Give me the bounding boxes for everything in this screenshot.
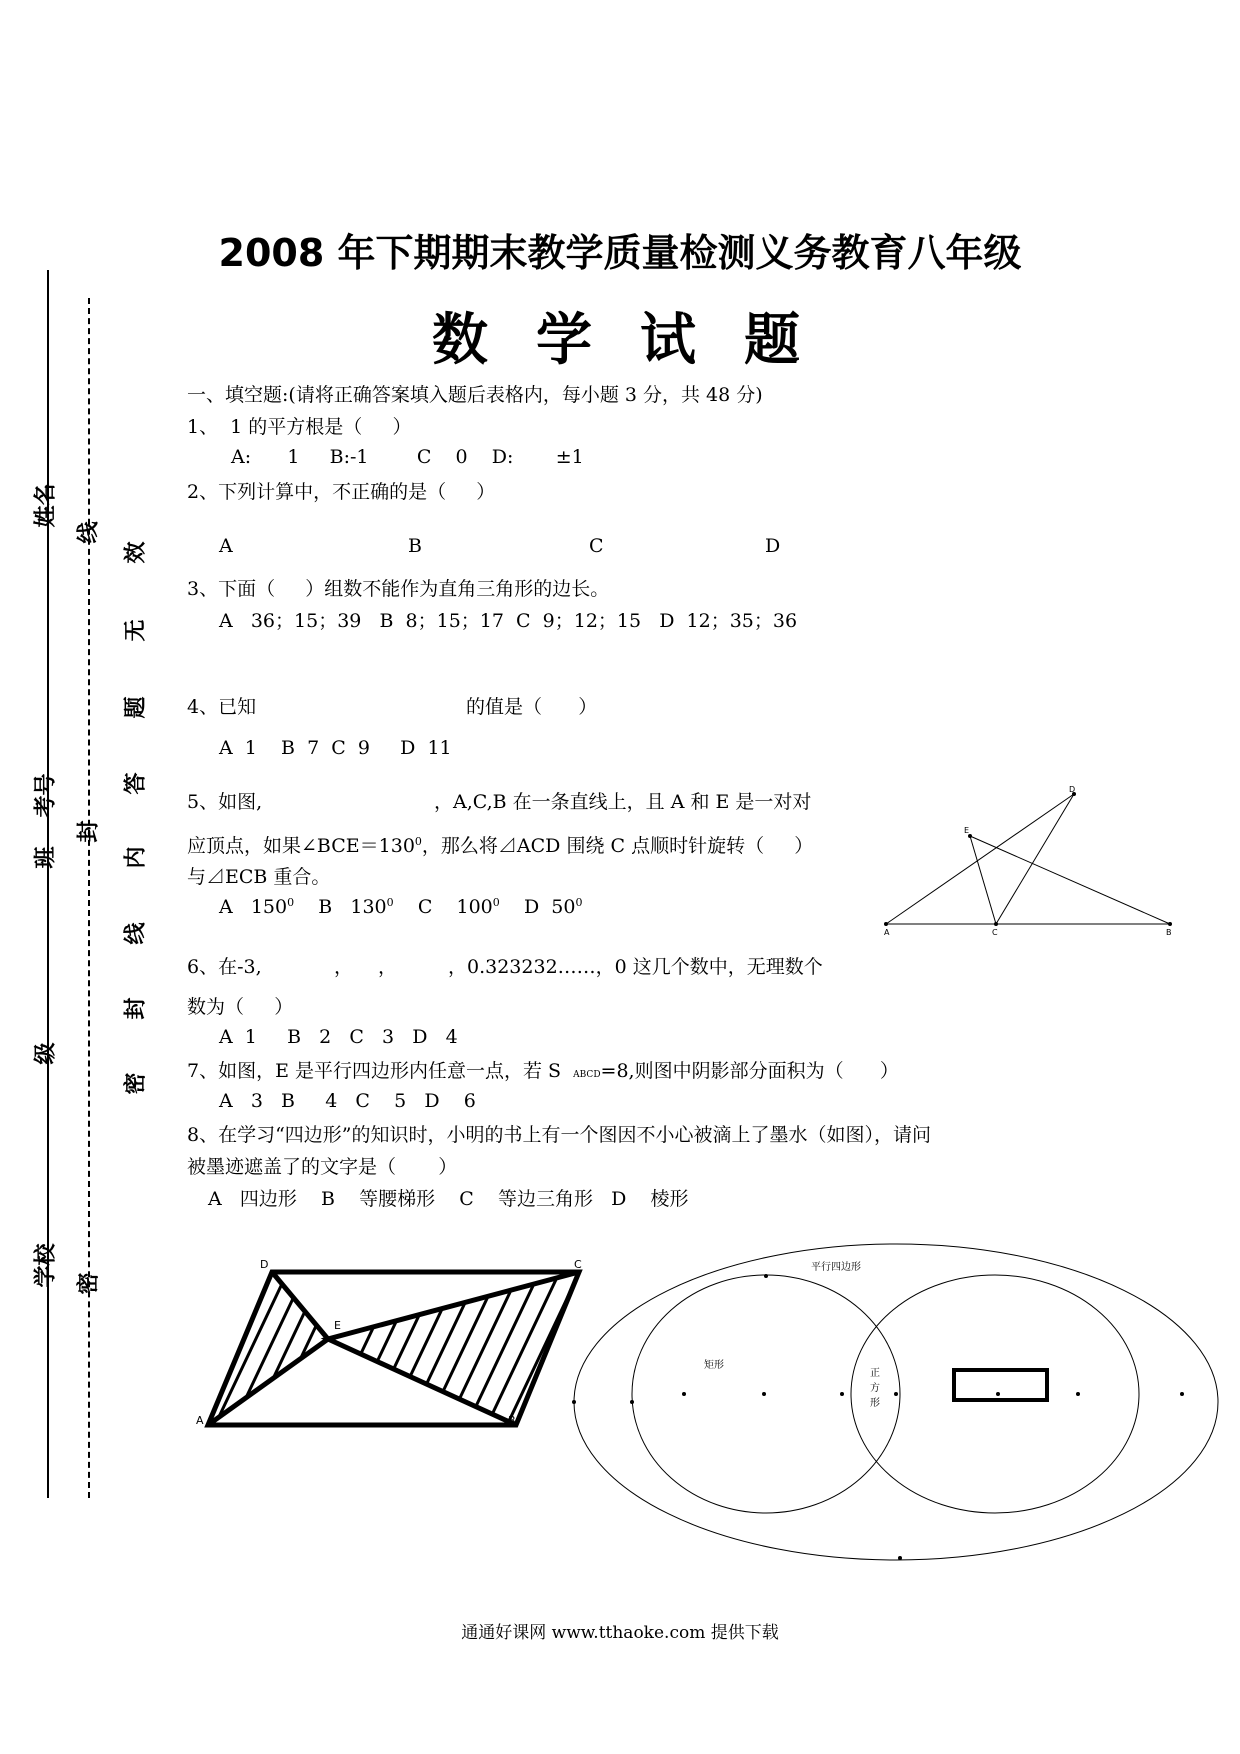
triangle-label-d: D <box>1069 785 1076 794</box>
exam-number-field-label: 考号 <box>33 773 59 818</box>
q7-stem <box>187 1056 899 1083</box>
parallelogram-label-a: A <box>196 1414 204 1427</box>
q8-options: A 四边形 B 等腰梯形 C 等边三角形 D 棱形 <box>208 1188 689 1210</box>
q7-subscript: ABCD <box>573 1070 601 1080</box>
q5-option-a-degree: 0 <box>287 896 295 909</box>
notice-char: 内 <box>123 846 149 869</box>
parallelogram-figure <box>190 1250 600 1440</box>
notice-char: 答 <box>123 772 149 795</box>
venn-label-parallelogram: 平行四边形 <box>811 1262 861 1273</box>
q8-line1: 8、在学习“四边形”的知识时，小明的书上有一个图因不小心被滴上了墨水（如图），请问 <box>187 1124 932 1146</box>
hatching <box>190 1250 600 1440</box>
q2-option-a: A <box>219 535 233 557</box>
q6-line1-a: 6、在-3, <box>187 956 262 978</box>
triangle-lines <box>886 794 1170 924</box>
class-field-label: 班 <box>33 846 59 869</box>
triangle-label-e: E <box>964 826 970 835</box>
secret-mark: 密 <box>76 1272 102 1295</box>
venn-label-square-3: 形 <box>870 1398 880 1409</box>
notice-char: 封 <box>123 997 149 1020</box>
exam-title: 2008 年下期期末教学质量检测义务教育八年级 <box>218 231 1022 275</box>
quadrilateral-venn-diagram <box>570 1240 1230 1570</box>
grade-field-label: 级 <box>33 1042 59 1065</box>
rotation-triangle-figure <box>870 780 1190 940</box>
school-field-label: 学校 <box>33 1243 59 1288</box>
notice-char: 题 <box>123 696 149 719</box>
triangle-label-c: C <box>992 928 998 937</box>
q6-comma-1: ， <box>334 956 354 978</box>
q5-option-d: D 50 <box>523 896 576 918</box>
q5-option-c: C 100 <box>417 896 493 918</box>
q7-options: A 3 B 4 C 5 D 6 <box>219 1090 476 1112</box>
q6-options: A 1 B 2 C 3 D 4 <box>219 1026 458 1048</box>
seal-mark: 封 <box>76 820 102 843</box>
q7-stem-a: 7、如图，E 是平行四边形内任意一点，若 S <box>187 1060 562 1082</box>
name-field-label: 姓名 <box>33 483 59 528</box>
q5-option-c-degree: 0 <box>492 896 500 909</box>
q5-line1-a: 5、如图, <box>187 791 263 813</box>
q5-options <box>219 896 582 918</box>
q6-line2: 数为（ ） <box>187 996 294 1018</box>
q1-options: A: 1 B:-1 C 0 D: ±1 <box>231 446 584 468</box>
q5-line2 <box>187 831 813 858</box>
parallelogram-label-b: B <box>508 1414 516 1427</box>
q5-line1-b: ，A,C,B 在一条直线上，且 A 和 E 是一对对 <box>434 791 812 813</box>
parallelogram-label-d: D <box>260 1258 269 1271</box>
q8-line2: 被墨迹遮盖了的文字是（ ） <box>187 1156 458 1178</box>
q2-option-c: C <box>589 535 604 557</box>
q1-stem: 1、 1 的平方根是（ ） <box>187 416 412 438</box>
q5-option-b-degree: 0 <box>386 896 394 909</box>
notice-char: 密 <box>123 1072 149 1095</box>
q5-line2-a: 应顶点，如果∠BCE＝130 <box>187 835 415 857</box>
q5-option-d-degree: 0 <box>575 896 583 909</box>
venn-label-square-2: 方 <box>870 1383 880 1394</box>
q6-line1-d: ，0.323232……，0 这几个数中，无理数个 <box>448 956 823 978</box>
q4-stem-b: 的值是（ ） <box>466 696 598 718</box>
triangle-label-a: A <box>884 928 890 937</box>
binding-dashed-line <box>88 298 90 1498</box>
binding-solid-line <box>47 270 49 1498</box>
q4-options: A 1 B 7 C 9 D 11 <box>219 737 452 759</box>
q6-comma-2: ， <box>378 956 398 978</box>
notice-char: 效 <box>123 541 149 564</box>
q5-line3: 与⊿ECB 重合。 <box>187 866 331 888</box>
q5-option-a: A 150 <box>219 896 288 918</box>
notice-char: 无 <box>123 619 149 642</box>
q2-stem: 2、下列计算中，不正确的是（ ） <box>187 481 496 503</box>
q3-options: A 36；15；39 B 8；15；17 C 9；12；15 D 12；35；36 <box>219 610 798 632</box>
venn-label-square-1: 正 <box>870 1368 880 1379</box>
page-footer: 通通好课网 www.tthaoke.com 提供下载 <box>461 1623 779 1643</box>
notice-char: 线 <box>123 922 149 945</box>
line-mark: 线 <box>76 521 102 544</box>
section-heading: 一、填空题:(请将正确答案填入题后表格内，每小题 3 分，共 48 分) <box>187 384 763 406</box>
q5-option-b: B 130 <box>318 896 387 918</box>
parallelogram-label-e: E <box>334 1319 341 1332</box>
triangle-label-b: B <box>1166 928 1172 937</box>
q3-stem: 3、下面（ ）组数不能作为直角三角形的边长。 <box>187 578 610 600</box>
q5-degree: 0 <box>414 835 422 848</box>
q4-stem-a: 4、已知 <box>187 696 257 718</box>
q7-stem-b: =8,则图中阴影部分面积为（ ） <box>600 1060 899 1082</box>
q2-option-d: D <box>765 535 781 557</box>
parallelogram-label-c: C <box>574 1258 582 1271</box>
venn-label-rectangle: 矩形 <box>704 1360 724 1371</box>
venn-outlines <box>574 1244 1218 1560</box>
ink-blot-box <box>954 1370 1047 1400</box>
q5-line2-b: ，那么将⊿ACD 围绕 C 点顺时针旋转（ ） <box>421 835 814 857</box>
q2-option-b: B <box>408 535 422 557</box>
subject-title: 数学试题 <box>432 308 848 373</box>
